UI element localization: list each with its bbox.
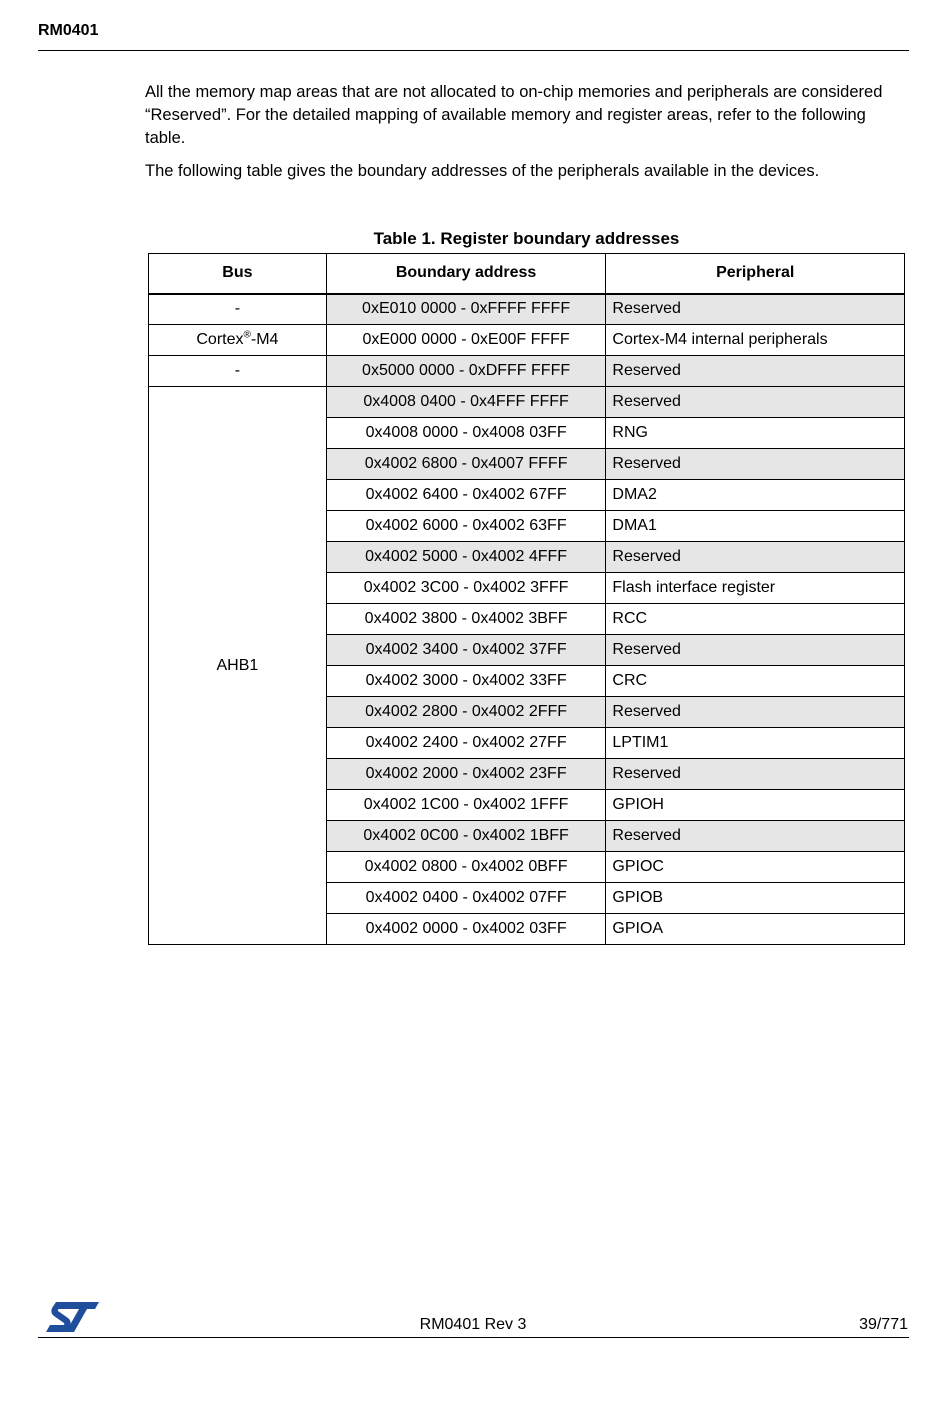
peripheral-cell: Cortex-M4 internal peripherals bbox=[606, 325, 905, 356]
peripheral-cell: DMA1 bbox=[606, 511, 905, 542]
header-bus: Bus bbox=[149, 254, 327, 294]
address-cell: 0x4002 5000 - 0x4002 4FFF bbox=[326, 542, 606, 573]
table-row bbox=[149, 387, 905, 418]
table-row bbox=[149, 294, 905, 325]
footer-divider bbox=[38, 1337, 909, 1338]
peripheral-cell: CRC bbox=[606, 666, 905, 697]
peripheral-cell: Reserved bbox=[606, 759, 905, 790]
address-cell: 0x4002 3C00 - 0x4002 3FFF bbox=[326, 573, 606, 604]
footer-revision: RM0401 Rev 3 bbox=[419, 1316, 527, 1333]
register-boundary-table bbox=[148, 253, 905, 945]
table-row bbox=[149, 356, 905, 387]
address-cell: 0x4002 2400 - 0x4002 27FF bbox=[326, 728, 606, 759]
peripheral-cell: GPIOB bbox=[606, 883, 905, 914]
peripheral-cell: Reserved bbox=[606, 294, 905, 325]
address-cell: 0x4002 3400 - 0x4002 37FF bbox=[326, 635, 606, 666]
bus-suffix: -M4 bbox=[250, 331, 279, 348]
registered-mark: ® bbox=[243, 329, 251, 341]
bus-name: Cortex bbox=[196, 331, 244, 348]
header-divider bbox=[38, 50, 909, 51]
peripheral-cell: LPTIM1 bbox=[606, 728, 905, 759]
address-cell: 0x4002 6000 - 0x4002 63FF bbox=[326, 511, 606, 542]
bus-cell-ahb1: AHB1 bbox=[149, 387, 327, 945]
peripheral-cell: Reserved bbox=[606, 542, 905, 573]
bus-cell bbox=[149, 325, 327, 356]
footer-page-number: 39/771 bbox=[859, 1316, 908, 1333]
document-id: RM0401 bbox=[38, 22, 99, 39]
address-cell: 0xE010 0000 - 0xFFFF FFFF bbox=[326, 294, 606, 325]
address-cell: 0x4002 1C00 - 0x4002 1FFF bbox=[326, 790, 606, 821]
address-cell: 0x4002 6400 - 0x4002 67FF bbox=[326, 480, 606, 511]
table-caption: Table 1. Register boundary addresses bbox=[373, 229, 680, 248]
header-peripheral: Peripheral bbox=[606, 254, 905, 294]
peripheral-cell: Flash interface register bbox=[606, 573, 905, 604]
address-cell: 0x5000 0000 - 0xDFFF FFFF bbox=[326, 356, 606, 387]
address-cell: 0x4002 6800 - 0x4007 FFFF bbox=[326, 449, 606, 480]
address-cell: 0x4002 2800 - 0x4002 2FFF bbox=[326, 697, 606, 728]
peripheral-cell: GPIOC bbox=[606, 852, 905, 883]
peripheral-cell: Reserved bbox=[606, 449, 905, 480]
address-cell: 0x4008 0400 - 0x4FFF FFFF bbox=[326, 387, 606, 418]
address-cell: 0x4002 3800 - 0x4002 3BFF bbox=[326, 604, 606, 635]
address-cell: 0x4002 0000 - 0x4002 03FF bbox=[326, 914, 606, 945]
address-cell: 0x4002 0800 - 0x4002 0BFF bbox=[326, 852, 606, 883]
table-header-row bbox=[149, 254, 905, 294]
peripheral-cell: Reserved bbox=[606, 635, 905, 666]
peripheral-cell: Reserved bbox=[606, 356, 905, 387]
peripheral-cell: DMA2 bbox=[606, 480, 905, 511]
peripheral-cell: Reserved bbox=[606, 697, 905, 728]
address-cell: 0x4002 2000 - 0x4002 23FF bbox=[326, 759, 606, 790]
address-cell: 0x4008 0000 - 0x4008 03FF bbox=[326, 418, 606, 449]
table-row bbox=[149, 325, 905, 356]
address-cell: 0x4002 0400 - 0x4002 07FF bbox=[326, 883, 606, 914]
intro-paragraph: All the memory map areas that are not allocated to on-chip memories and peripherals are considered “Reserved”. For the detailed mapping of available memory and register areas, refer to the following table. bbox=[145, 83, 883, 147]
address-cell: 0xE000 0000 - 0xE00F FFFF bbox=[326, 325, 606, 356]
peripheral-cell: RNG bbox=[606, 418, 905, 449]
peripheral-cell: Reserved bbox=[606, 821, 905, 852]
peripheral-cell: Reserved bbox=[606, 387, 905, 418]
peripheral-cell: GPIOH bbox=[606, 790, 905, 821]
header-boundary-address: Boundary address bbox=[326, 254, 606, 294]
bus-cell: - bbox=[149, 356, 327, 387]
peripheral-cell: RCC bbox=[606, 604, 905, 635]
address-cell: 0x4002 0C00 - 0x4002 1BFF bbox=[326, 821, 606, 852]
address-cell: 0x4002 3000 - 0x4002 33FF bbox=[326, 666, 606, 697]
bus-cell: - bbox=[149, 294, 327, 325]
peripheral-cell: GPIOA bbox=[606, 914, 905, 945]
table-intro-paragraph: The following table gives the boundary addresses of the peripherals available in the devices. bbox=[145, 162, 820, 180]
